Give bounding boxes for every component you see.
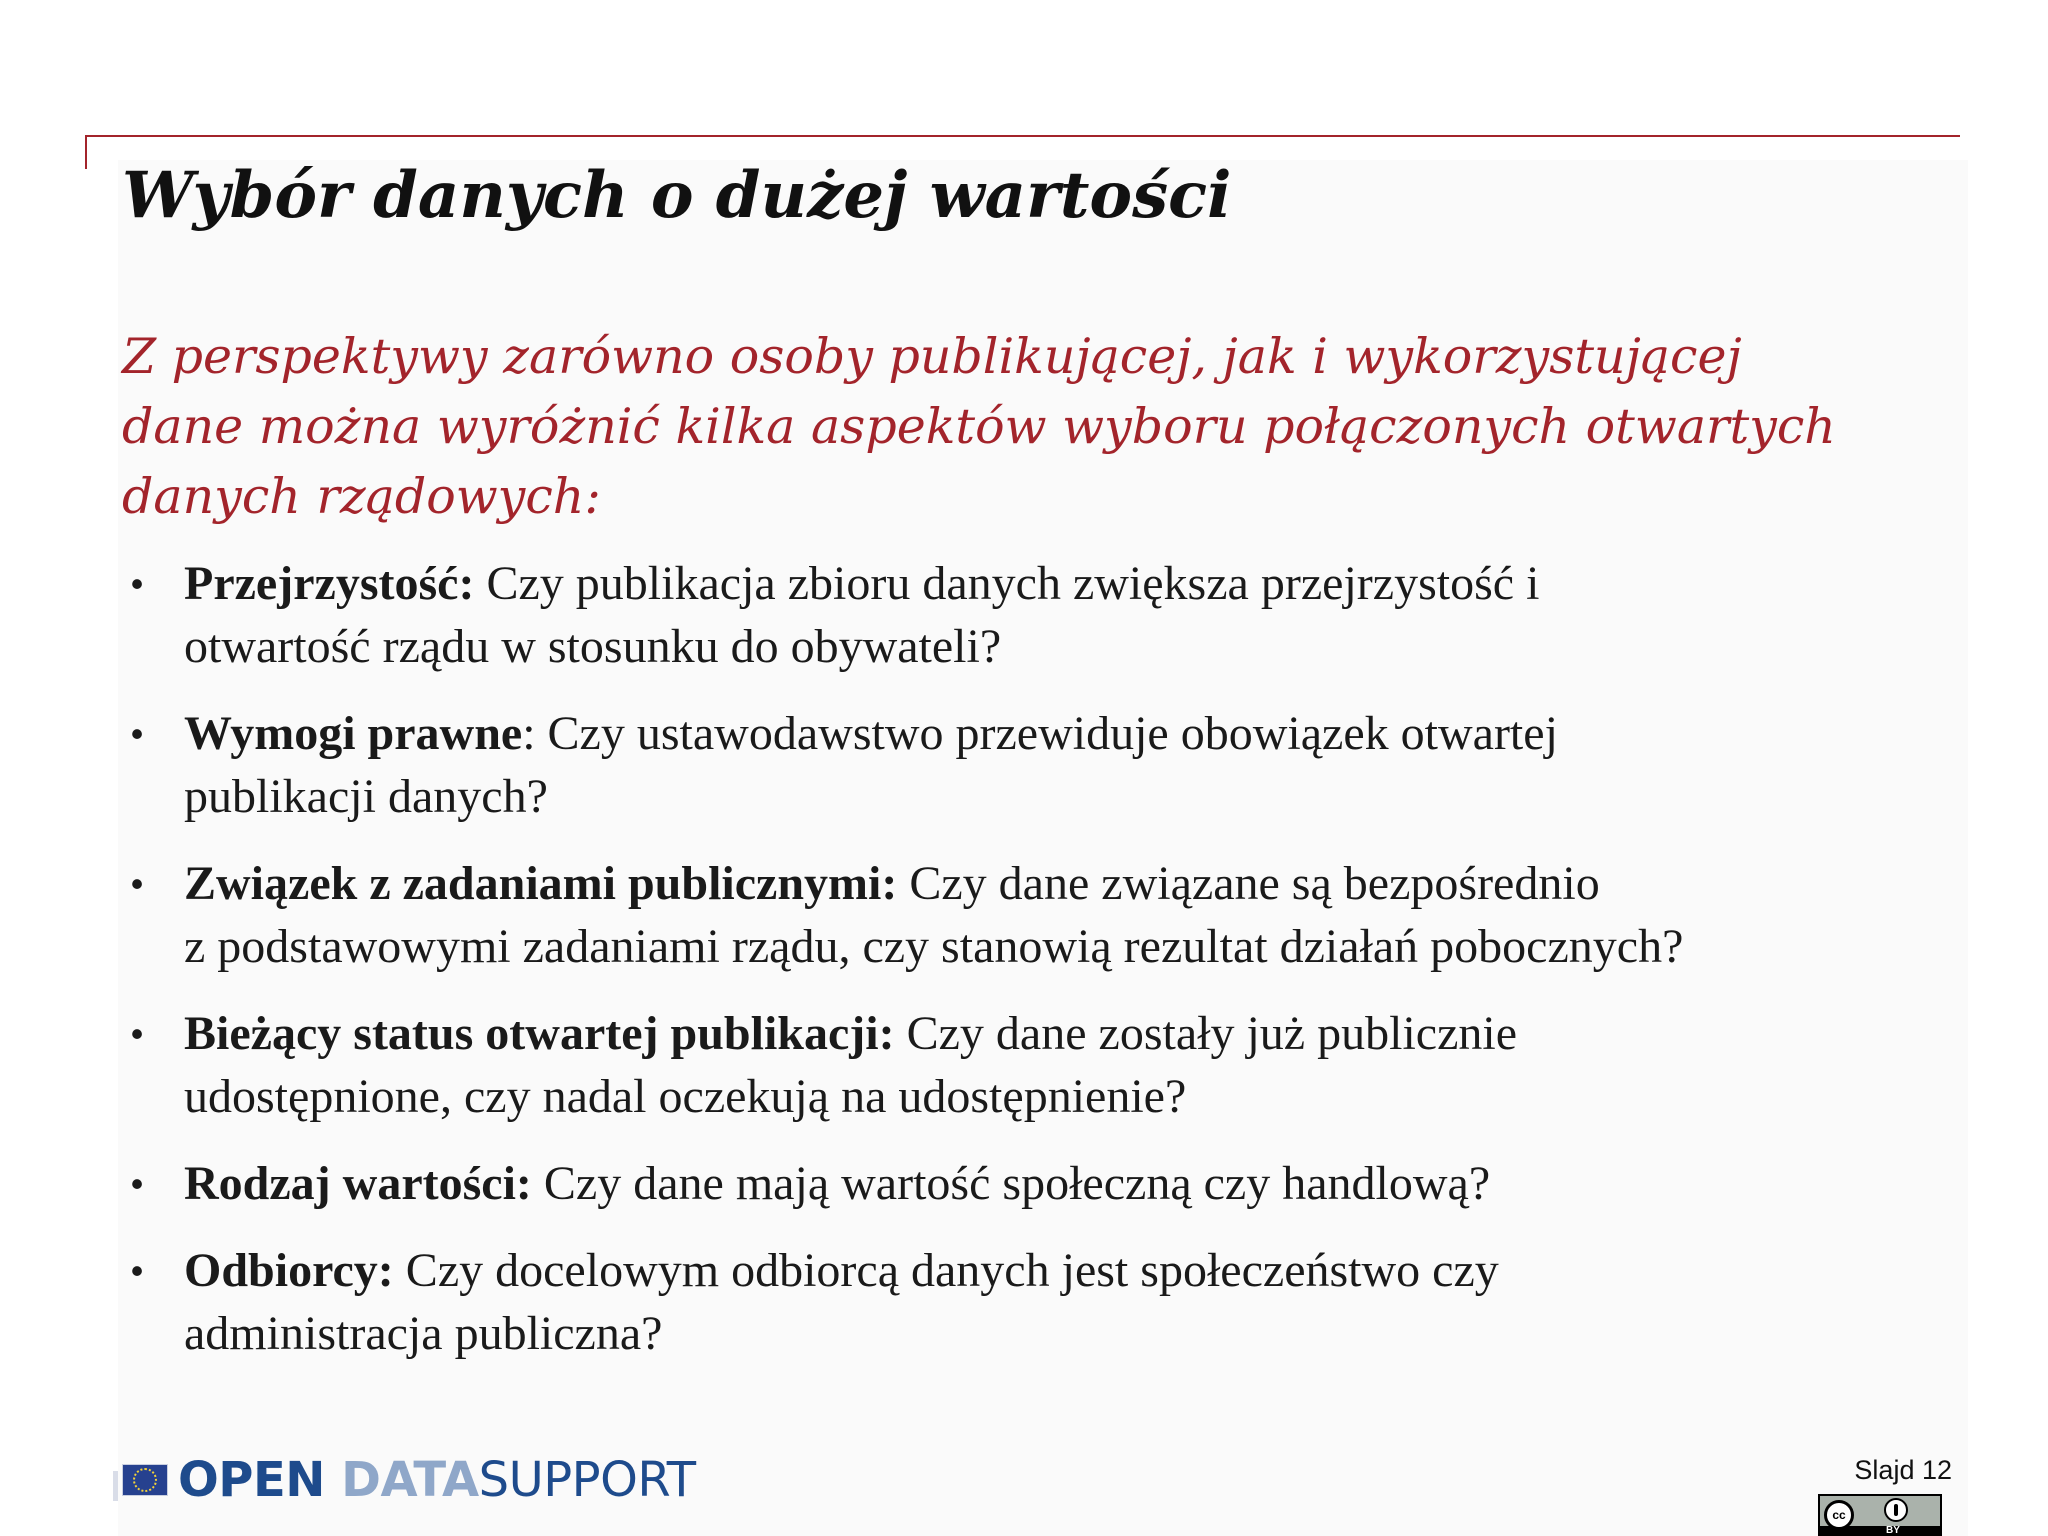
logo-word-support: SUPPORT xyxy=(478,1452,696,1508)
attribution-icon xyxy=(1884,1498,1908,1522)
eu-flag-icon xyxy=(122,1464,168,1496)
criterion-text-continued: z podstawowymi zadaniami rządu, czy stanowią rezultat działań pobocznych? xyxy=(184,920,1684,973)
list-item xyxy=(122,552,1982,678)
criterion-text: Czy dane zostały już publicznie xyxy=(894,1007,1518,1060)
bullet-glyph: • xyxy=(130,1250,144,1291)
criterion-term: Rodzaj wartości: xyxy=(184,1157,532,1210)
list-item xyxy=(122,1239,1982,1365)
intro-line: danych rządowych: xyxy=(122,468,601,525)
slide-title: Wybór danych o dużej wartości xyxy=(122,158,1232,233)
criterion-term: Przejrzystość: xyxy=(184,557,475,610)
title-rule-corner xyxy=(85,135,87,169)
criterion-text: : Czy ustawodawstwo przewiduje obowiązek otwartej xyxy=(522,707,1558,760)
logo-wordmark xyxy=(178,1448,696,1512)
by-label: BY xyxy=(1886,1525,1900,1536)
slide-number: Slajd 12 xyxy=(1854,1455,1952,1485)
criterion-term: Związek z zadaniami publicznymi: xyxy=(184,857,898,910)
intro-line: dane można wyróżnić kilka aspektów wyboru połączonych otwartych xyxy=(122,398,1836,455)
criterion-text-continued: administracja publiczna? xyxy=(184,1307,663,1360)
bullet-glyph: • xyxy=(130,563,144,604)
criterion-text: Czy docelowym odbiorcą danych jest społeczeństwo czy xyxy=(393,1244,1499,1297)
criterion-term: Bieżący status otwartej publikacji: xyxy=(184,1007,895,1060)
criterion-text-continued: udostępnione, czy nadal oczekują na udostępnienie? xyxy=(184,1070,1187,1123)
open-data-support-logo xyxy=(122,1448,696,1512)
list-item xyxy=(122,702,1982,828)
bullet-glyph: • xyxy=(130,1013,144,1054)
logo-word-data: DATA xyxy=(341,1452,479,1508)
logo-word-open: OPEN xyxy=(178,1452,342,1508)
criterion-text-continued: publikacji danych? xyxy=(184,770,548,823)
cc-icon: cc xyxy=(1824,1500,1854,1530)
title-rule xyxy=(85,135,1960,137)
criterion-text: Czy publikacja zbioru danych zwiększa przejrzystość i xyxy=(474,557,1540,610)
criterion-text: Czy dane związane są bezpośrednio xyxy=(897,857,1600,910)
criterion-text-continued: otwartość rządu w stosunku do obywateli? xyxy=(184,620,1002,673)
criterion-text: Czy dane mają wartość społeczną czy handlową? xyxy=(531,1157,1491,1210)
intro-line: Z perspektywy zarówno osoby publikującej, jak i wykorzystującej xyxy=(122,328,1742,385)
criterion-term: Wymogi prawne xyxy=(184,707,523,760)
cc-by-license-icon xyxy=(1818,1494,1942,1536)
bullet-glyph: • xyxy=(130,713,144,754)
bullet-glyph: • xyxy=(130,1163,144,1204)
list-item xyxy=(122,852,1982,978)
list-item xyxy=(122,1002,1982,1128)
intro-text xyxy=(122,322,1962,532)
criteria-list xyxy=(122,552,1982,1389)
list-item xyxy=(122,1152,1982,1215)
criterion-term: Odbiorcy: xyxy=(184,1244,394,1297)
bullet-glyph: • xyxy=(130,863,144,904)
